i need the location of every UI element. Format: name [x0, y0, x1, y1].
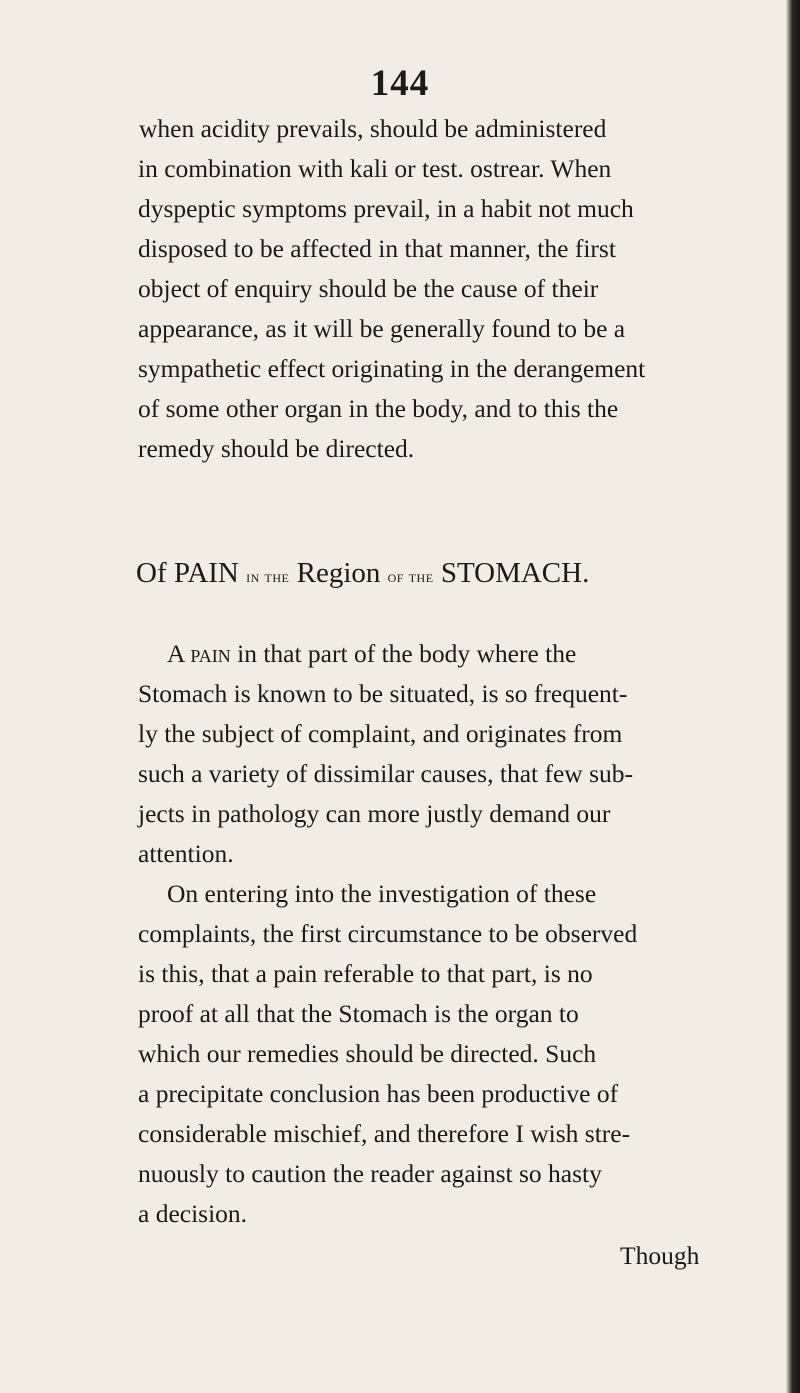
- text-line: remedy should be directed.: [138, 434, 415, 463]
- text-line: is this, that a pain referable to that part, is no: [138, 959, 593, 988]
- text-line: when acidity prevails, should be administered: [139, 114, 607, 143]
- section-heading: [136, 559, 589, 588]
- text-line: On entering into the investigation of these: [167, 879, 597, 908]
- text-line: attention.: [138, 839, 234, 868]
- text-line: Stomach is known to be situated, is so frequent-: [138, 679, 628, 708]
- text-line: ly the subject of complaint, and originates from: [138, 719, 623, 748]
- heading-part: STOMACH.: [440, 557, 590, 589]
- lead-in: A pain: [167, 639, 231, 668]
- page-edge: [786, 0, 800, 1393]
- text-line: in combination with kali or test. ostrear. When: [138, 154, 612, 183]
- catchword: Though: [620, 1241, 700, 1270]
- text-line: sympathetic effect originating in the derangement: [138, 354, 646, 383]
- heading-part: of the: [387, 567, 434, 586]
- lead-rest: in that part of the body where the: [230, 639, 577, 668]
- text-line: of some other organ in the body, and to this the: [138, 394, 619, 423]
- text-line: which our remedies should be directed. Such: [138, 1039, 597, 1068]
- page-number: 144: [370, 63, 430, 104]
- text-line: disposed to be affected in that manner, the first: [138, 234, 616, 263]
- heading-part: Region: [296, 557, 381, 589]
- text-line: such a variety of dissimilar causes, that few sub-: [138, 759, 633, 788]
- text-line: appearance, as it will be generally found to be a: [138, 314, 626, 343]
- text-line: complaints, the first circumstance to be observed: [138, 919, 638, 948]
- heading-part: Of PAIN: [136, 557, 239, 589]
- text-line: jects in pathology can more justly demand our: [138, 799, 611, 828]
- text-line: nuously to caution the reader against so hasty: [138, 1159, 602, 1188]
- text-line: dyspeptic symptoms prevail, in a habit not much: [138, 194, 634, 223]
- text-line: proof at all that the Stomach is the organ to: [138, 999, 579, 1028]
- text-line: a decision.: [138, 1199, 248, 1228]
- text-line: a precipitate conclusion has been productive of: [138, 1079, 619, 1108]
- text-line: considerable mischief, and therefore I wish stre-: [138, 1119, 631, 1148]
- text-line: [167, 641, 576, 667]
- heading-part: in the: [246, 567, 290, 586]
- text-line: object of enquiry should be the cause of their: [138, 274, 599, 303]
